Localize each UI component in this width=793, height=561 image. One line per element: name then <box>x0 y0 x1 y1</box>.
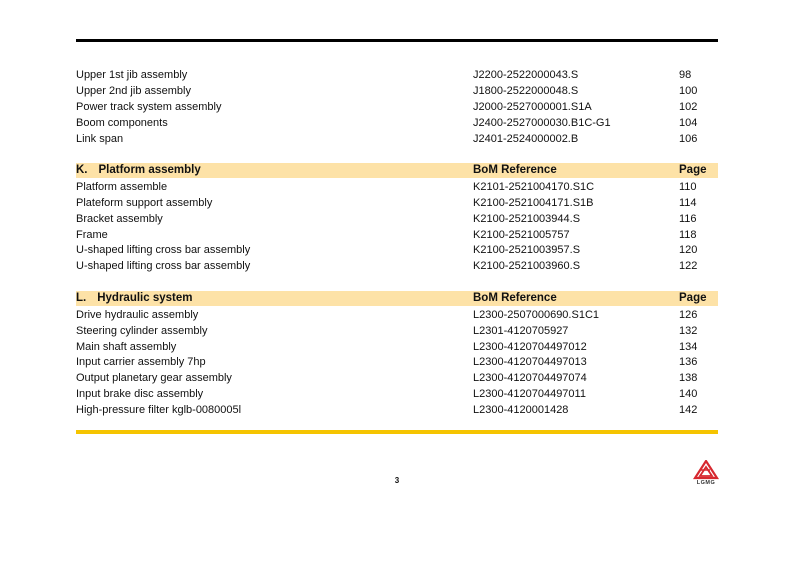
bom-reference: J2000-2527000001.S1A <box>473 101 592 113</box>
bom-reference: J1800-2522000048.S <box>473 85 579 97</box>
page-ref: 114 <box>679 197 697 209</box>
part-name: Input brake disc assembly <box>76 388 204 400</box>
bom-reference: K2100-2521003944.S <box>473 213 581 225</box>
part-name: Power track system assembly <box>76 101 222 113</box>
page-header: Page <box>679 164 707 176</box>
table-row <box>76 115 718 131</box>
table-row <box>76 354 718 370</box>
bom-reference: K2100-2521004171.S1B <box>473 197 594 209</box>
bom-reference: J2401-2524000002.B <box>473 133 579 145</box>
bom-reference-header: BoM Reference <box>473 292 557 304</box>
table-row <box>76 83 718 99</box>
section-letter: K. <box>76 164 88 176</box>
part-name: Steering cylinder assembly <box>76 325 208 337</box>
part-name: High-pressure filter kglb-0080005l <box>76 404 242 416</box>
bom-reference: L2300-4120704497011 <box>473 388 586 400</box>
table-row <box>76 67 718 83</box>
part-name: Link span <box>76 133 124 145</box>
bom-reference: J2400-2527000030.B1C-G1 <box>473 117 611 129</box>
page-ref: 134 <box>679 341 698 353</box>
section-header <box>76 291 718 306</box>
part-name: Upper 2nd jib assembly <box>76 85 191 97</box>
table-row <box>76 179 718 195</box>
part-name: Main shaft assembly <box>76 341 177 353</box>
bom-reference-header: BoM Reference <box>473 164 557 176</box>
page-number: 3 <box>394 476 400 485</box>
table-row <box>76 323 718 339</box>
bom-reference: K2100-2521005757 <box>473 229 570 241</box>
bom-reference: J2200-2522000043.S <box>473 69 579 81</box>
part-name: Upper 1st jib assembly <box>76 69 188 81</box>
logo-text: LGMG <box>696 480 716 486</box>
page-ref: 140 <box>679 388 698 400</box>
bom-reference: L2301-4120705927 <box>473 325 569 337</box>
bom-reference: L2300-4120704497012 <box>473 341 587 353</box>
table-row <box>76 258 718 274</box>
table-row <box>76 211 718 227</box>
page-ref: 126 <box>679 309 698 321</box>
page-ref: 138 <box>679 372 698 384</box>
section-title: Platform assembly <box>98 164 201 176</box>
bom-reference: K2100-2521003960.S <box>473 260 581 272</box>
part-name: Plateform support assembly <box>76 197 213 209</box>
part-name: U-shaped lifting cross bar assembly <box>76 260 251 272</box>
part-name: Bracket assembly <box>76 213 163 225</box>
page-ref: 136 <box>679 356 698 368</box>
bom-reference: L2300-2507000690.S1C1 <box>473 309 600 321</box>
bom-reference: L2300-4120001428 <box>473 404 569 416</box>
lgmg-logo-icon <box>692 460 720 480</box>
table-row <box>76 242 718 258</box>
bom-reference: L2300-4120704497013 <box>473 356 587 368</box>
table-row <box>76 339 718 355</box>
bottom-rule <box>76 430 718 434</box>
table-row <box>76 227 718 243</box>
page-ref: 104 <box>679 117 698 129</box>
page-ref: 120 <box>679 244 698 256</box>
table-row <box>76 99 718 115</box>
table-row <box>76 195 718 211</box>
table-row <box>76 386 718 402</box>
table-row <box>76 307 718 323</box>
table-row <box>76 370 718 386</box>
top-rule <box>76 39 718 42</box>
part-name: Drive hydraulic assembly <box>76 309 199 321</box>
table-row <box>76 402 718 418</box>
section-letter: L. <box>76 292 87 304</box>
page-ref: 102 <box>679 101 698 113</box>
page-ref: 110 <box>679 181 697 193</box>
page-ref: 132 <box>679 325 698 337</box>
part-name: Platform assemble <box>76 181 168 193</box>
part-name: Output planetary gear assembly <box>76 372 232 384</box>
part-name: Frame <box>76 229 108 241</box>
section-header <box>76 163 718 178</box>
lgmg-logo <box>692 460 720 488</box>
bom-reference: K2101-2521004170.S1C <box>473 181 595 193</box>
page-ref: 122 <box>679 260 698 272</box>
part-name: Boom components <box>76 117 168 129</box>
part-name: Input carrier assembly 7hp <box>76 356 206 368</box>
page-ref: 98 <box>679 69 692 81</box>
page-ref: 116 <box>679 213 697 225</box>
part-name: U-shaped lifting cross bar assembly <box>76 244 251 256</box>
page-ref: 106 <box>679 133 698 145</box>
section-title: Hydraulic system <box>97 292 193 304</box>
table-row <box>76 131 718 147</box>
page-ref: 142 <box>679 404 698 416</box>
bom-reference: K2100-2521003957.S <box>473 244 581 256</box>
page-header: Page <box>679 292 707 304</box>
bom-reference: L2300-4120704497074 <box>473 372 587 384</box>
page-ref: 100 <box>679 85 698 97</box>
page-ref: 118 <box>679 229 697 241</box>
